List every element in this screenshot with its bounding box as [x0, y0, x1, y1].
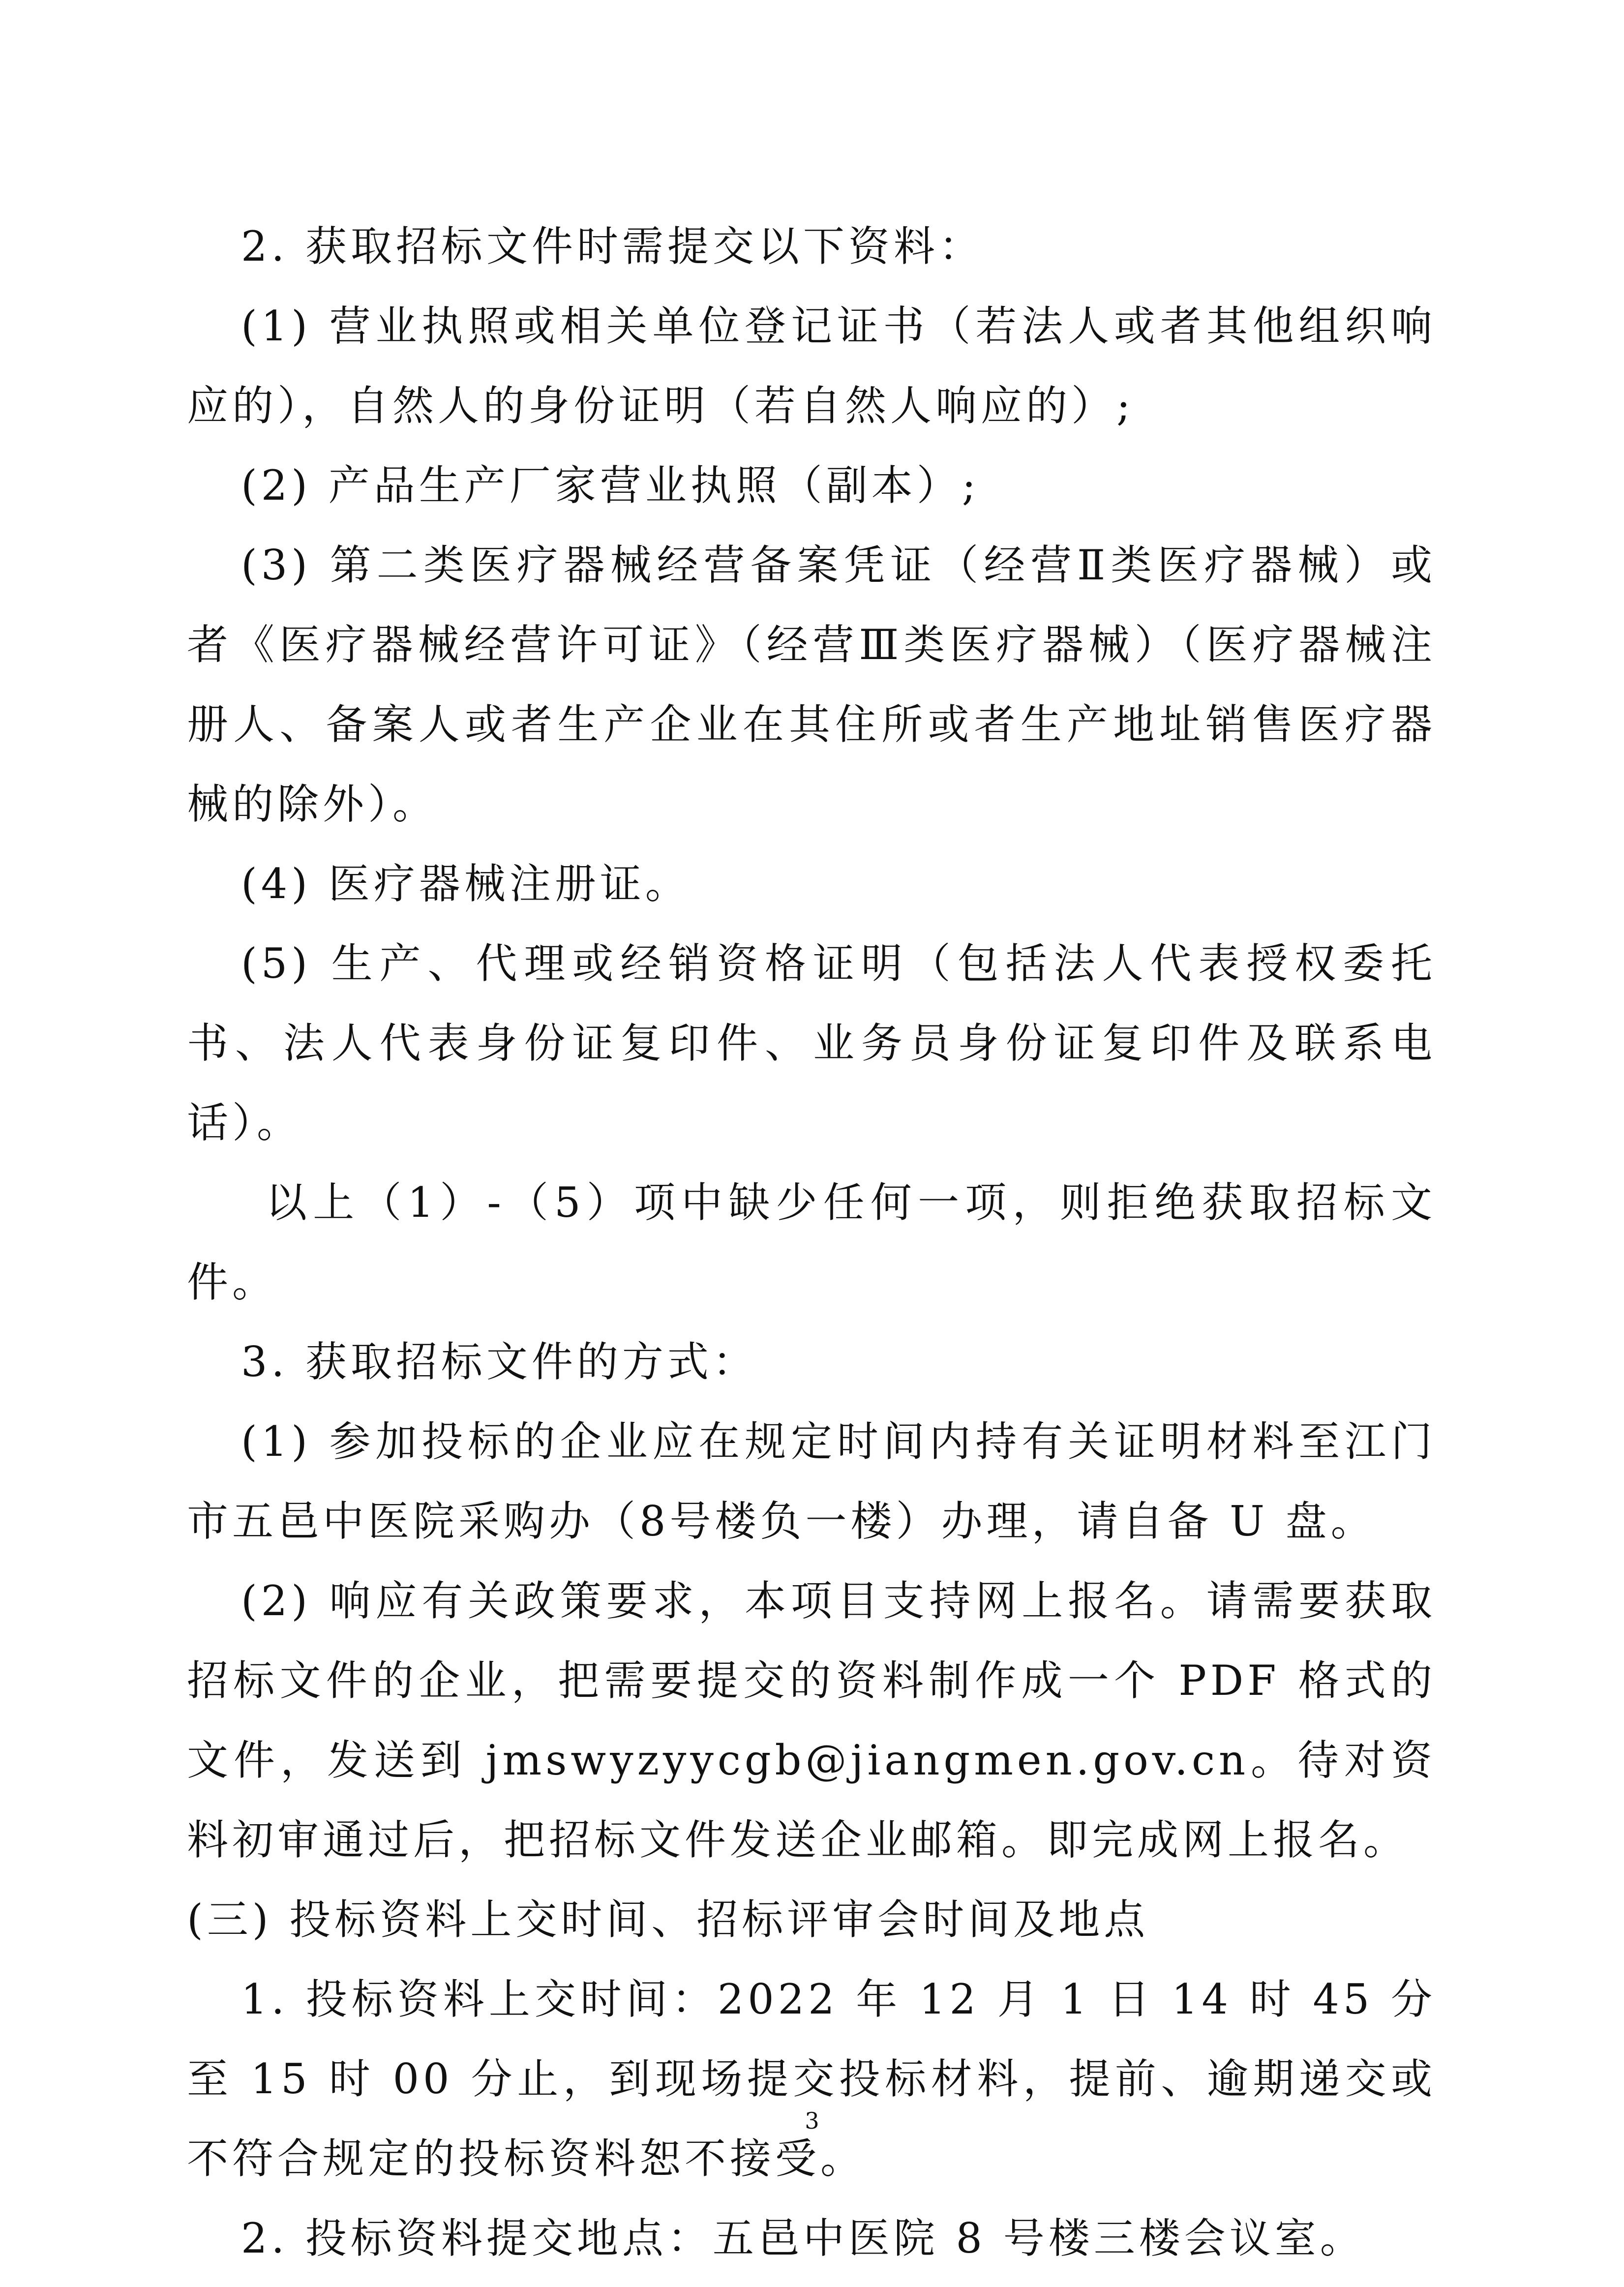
paragraph-item-3-medical-device-permit: (3) 第二类医疗器械经营备案凭证（经营Ⅱ类医疗器械）或者《医疗器械经营许可证》（经营Ⅲ类医疗器械）（医疗器械注册人、备案人或者生产企业在其住所或者生产地址销售医疗器械的除外）。: [187, 541, 1436, 828]
paragraph-method-heading: 3. 获取招标文件的方式：: [241, 1338, 758, 1386]
paragraph-required-materials-heading: 2. 获取招标文件时需提交以下资料：: [241, 222, 984, 271]
page-number: 3: [805, 2107, 819, 2134]
paragraph-submission-location: 2. 投标资料提交地点：五邑中医院 8 号楼三楼会议室。: [241, 2214, 1365, 2262]
paragraph-submission-time: 1. 投标资料上交时间：2022 年 12 月 1 日 14 时 45 分至 15 时 00 分止，到现场提交投标材料，提前、逾期递交或不符合规定的投标资料恕不接受。: [187, 1975, 1436, 2183]
paragraph-item-5-qualification-proof: (5) 生产、代理或经销资格证明（包括法人代表授权委托书、法人代表身份证复印件、业务员身份证复印件及联系电话）。: [187, 939, 1436, 1147]
paragraph-method-onsite: (1) 参加投标的企业应在规定时间内持有关证明材料至江门市五邑中医院采购办（8号楼负一楼）办理，请自备 U 盘。: [187, 1417, 1436, 1545]
paragraph-missing-items-note: 以上（1）-（5）项中缺少任何一项，则拒绝获取招标文件。: [187, 1178, 1436, 1306]
paragraph-section-three-heading: (三) 投标资料上交时间、招标评审会时间及地点: [187, 1896, 1149, 1944]
document-body: [187, 207, 1436, 2278]
paragraph-item-4-registration-certificate: (4) 医疗器械注册证。: [241, 860, 691, 908]
paragraph-method-online: (2) 响应有关政策要求，本项目支持网上报名。请需要获取招标文件的企业，把需要提交的资料制作成一个 PDF 格式的文件，发送到 jmswyzyycgb@jiangmen.gov.cn。待对资料初审通过后，把招标文件发送企业邮箱。即完成网上报名。: [187, 1577, 1436, 1864]
paragraph-item-2-manufacturer-license: (2) 产品生产厂家营业执照（副本）;: [241, 461, 980, 510]
paragraph-item-1-business-license: (1) 营业执照或相关单位登记证书（若法人或者其他组织响应的），自然人的身份证明（若自然人响应的）;: [187, 302, 1436, 430]
